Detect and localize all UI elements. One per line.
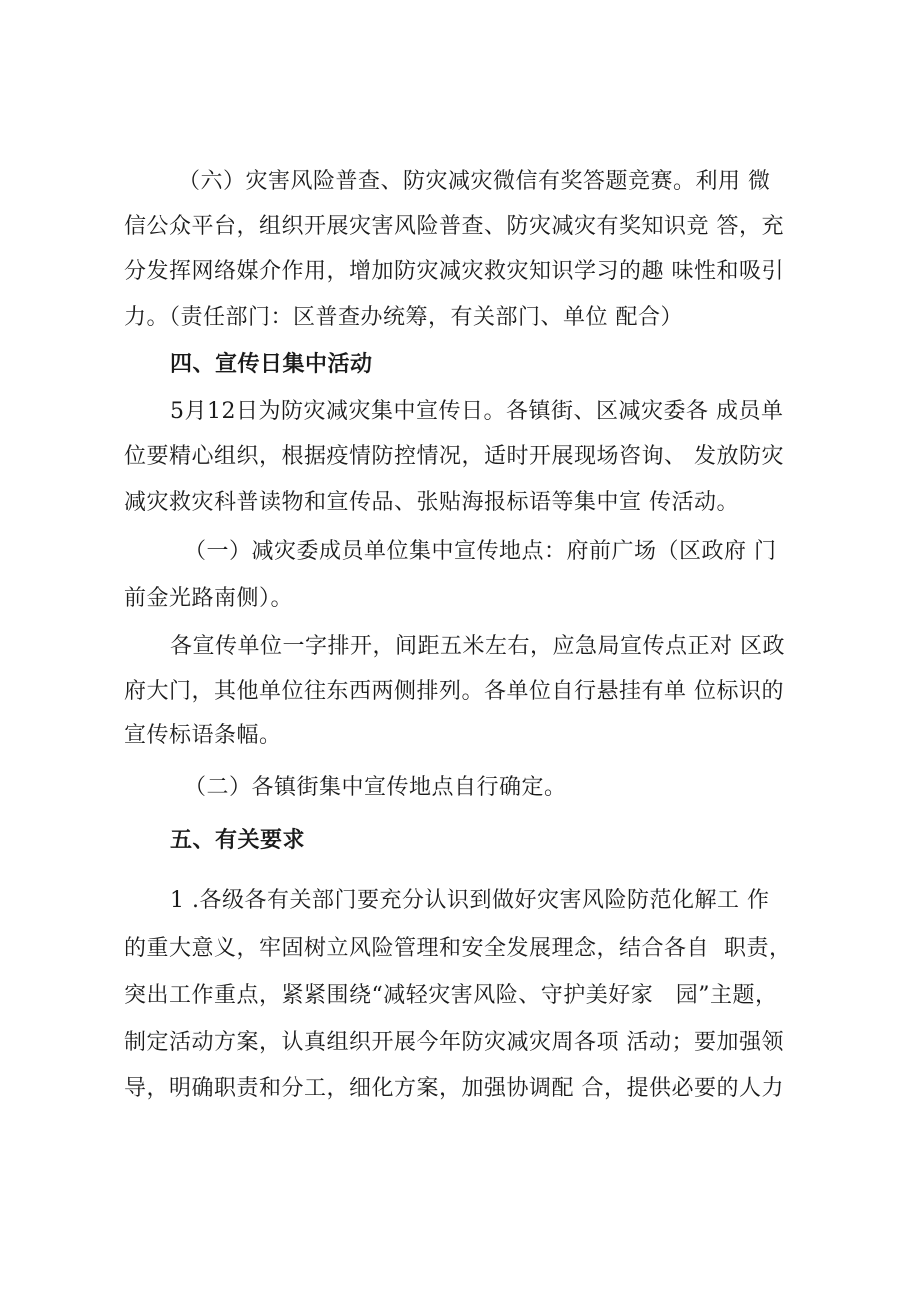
- sub1-line-1: （一）减灾委成员单位集中宣传地点：府前广场（区政府 门: [184, 539, 777, 564]
- arrange-line-2: 府大门，其他单位往东西两侧排列。各单位自行悬挂有单 位标识的: [124, 679, 784, 704]
- section6-line-2: 信公众平台，组织开展灾害风险普查、防灾减灾有奖知识竞 答，充: [124, 214, 784, 239]
- para4-line-2: 位要精心组织，根据疫情防控情况，适时开展现场咨询、 发放防灾: [124, 444, 784, 469]
- arrange-line-3: 宣传标语条幅。: [124, 723, 282, 748]
- sub2-line: （二）各镇街集中宣传地点自行确定。: [184, 775, 567, 800]
- para4-line-3: 减灾救灾科普读物和宣传品、张贴海报标语等集中宣 传活动。: [124, 490, 739, 515]
- section-heading-4: 四、宣传日集中活动: [170, 352, 373, 377]
- section6-line-3: 分发挥网络媒介作用，增加防灾减灾救灾知识学习的趣 味性和吸引: [124, 259, 784, 284]
- section6-line-1: （六）灾害风险普查、防灾减灾微信有奖答题竞赛。利用 微: [178, 169, 771, 194]
- section-heading-5: 五、有关要求: [170, 828, 306, 853]
- req1-line-5: 导，明确职责和分工，细化方案，加强协调配 合，提供必要的人力: [124, 1076, 784, 1101]
- sub1-line-2: 前金光路南侧）。: [124, 586, 294, 611]
- req1-line-3: 突出工作重点，紧紧围绕“减轻灾害风险、守护美好家 园”主题，: [124, 983, 778, 1008]
- para4-line-1: 5月12日为防灾减灾集中宣传日。各镇街、区减灾委各 成员单: [170, 399, 784, 424]
- arrange-line-1: 各宣传单位一字排开，间距五米左右，应急局宣传点正对 区政: [170, 634, 785, 659]
- req1-line-1: 1 .各级各有关部门要充分认识到做好灾害风险防范化解工 作: [170, 888, 770, 913]
- req1-line-2: 的重大意义，牢固树立风险管理和安全发展理念，结合各自 职责，: [124, 936, 792, 961]
- req1-line-4: 制定活动方案，认真组织开展今年防灾减灾周各项 活动；要加强领: [124, 1030, 784, 1055]
- section6-line-4: 力。（责任部门：区普查办统筹，有关部门、单位 配合）: [124, 305, 683, 330]
